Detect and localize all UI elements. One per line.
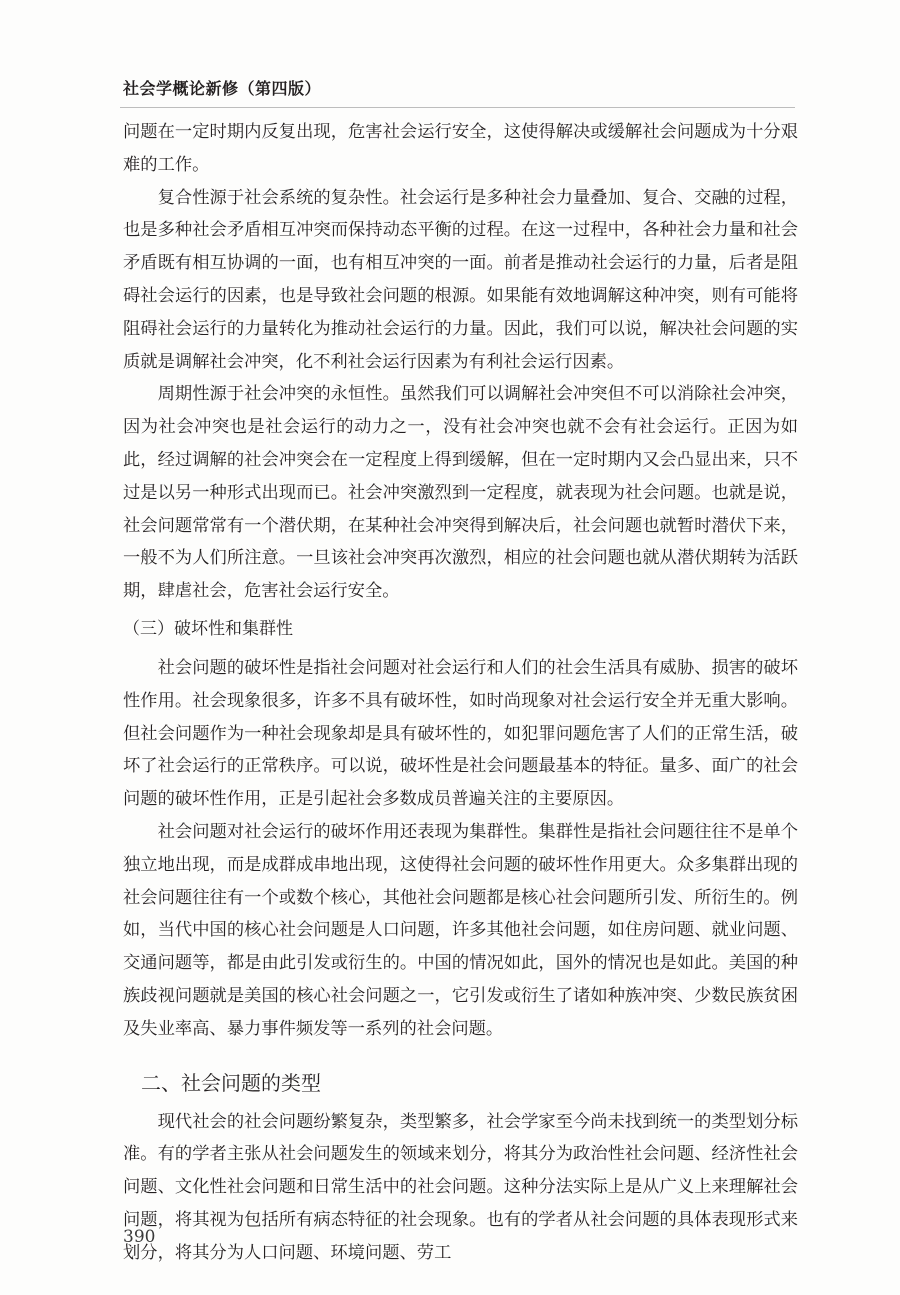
running-head: 社会学概论新修（第四版） xyxy=(123,79,322,98)
body-text xyxy=(123,116,798,1270)
page-number: 390 xyxy=(123,1227,156,1247)
section-heading: 二、社会问题的类型 xyxy=(141,1070,321,1095)
header-rule xyxy=(120,107,795,108)
paragraph: 社会问题的破坏性是指社会问题对社会运行和人们的社会生活具有威胁、损害的破坏性作用。社会现象很多，许多不具有破坏性，如时尚现象对社会运行安全并无重大影响。但社会问题作为一种社会现象却是具有破坏性的，如犯罪问题危害了人们的正常生活，破坏了社会运行的正常秩序。可以说，破坏性是社会问题最基本的特征。量多、面广的社会问题的破坏性作用，正是引起社会多数成员普遍关注的主要原因。 xyxy=(123,657,798,810)
paragraph: 社会问题对社会运行的破坏作用还表现为集群性。集群性是指社会问题往往不是单个独立地出现，而是成群成串地出现，这使得社会问题的破坏性作用更大。众多集群出现的社会问题往往有一个或数个核心，其他社会问题都是核心社会问题所引发、所衍生的。例如，当代中国的核心社会问题是人口问题，许多其他社会问题，如住房问题、就业问题、交通问题等，都是由此引发或衍生的。中国的情况如此，国外的情况也是如此。美国的种族歧视问题就是美国的核心社会问题之一，它引发或衍生了诸如种族冲突、少数民族贫困及失业率高、暴力事件频发等一系列的社会问题。 xyxy=(123,821,798,1039)
paragraph: 现代社会的社会问题纷繁复杂，类型繁多，社会学家至今尚未找到统一的类型划分标准。有的学者主张从社会问题发生的领域来划分，将其分为政治性社会问题、经济性社会问题、文化性社会问题和日常生活中的社会问题。这种分法实际上是从广义上来理解社会问题，将其视为包括所有病态特征的社会现象。也有的学者从社会问题的具体表现形式来划分，将其分为人口问题、环境问题、劳工 xyxy=(123,1111,798,1263)
subsection-heading: （三）破坏性和集群性 xyxy=(123,618,293,639)
paragraph: 问题在一定时期内反复出现，危害社会运行安全，这使得解决或缓解社会问题成为十分艰难的工作。 xyxy=(123,122,798,175)
paragraph: 复合性源于社会系统的复杂性。社会运行是多种社会力量叠加、复合、交融的过程，也是多种社会矛盾相互冲突而保持动态平衡的过程。在这一过程中，各种社会力量和社会矛盾既有相互协调的一面，也有相互冲突的一面。前者是推动社会运行的力量，后者是阻碍社会运行的因素，也是导致社会问题的根源。如果能有效地调解这种冲突，则有可能将阻碍社会运行的力量转化为推动社会运行的力量。因此，我们可以说，解决社会问题的实质就是调解社会冲突，化不利社会运行因素为有利社会运行因素。 xyxy=(123,187,798,372)
paragraph: 周期性源于社会冲突的永恒性。虽然我们可以调解社会冲突但不可以消除社会冲突，因为社会冲突也是社会运行的动力之一，没有社会冲突也就不会有社会运行。正因为如此，经过调解的社会冲突会在一定程度上得到缓解，但在一定时期内又会凸显出来，只不过是以另一种形式出现而已。社会冲突激烈到一定程度，就表现为社会问题。也就是说，社会问题常常有一个潜伏期，在某种社会冲突得到解决后，社会问题也就暂时潜伏下来，一般不为人们所注意。一旦该社会冲突再次激烈，相应的社会问题也就从潜伏期转为活跃期，肆虐社会，危害社会运行安全。 xyxy=(123,384,798,602)
